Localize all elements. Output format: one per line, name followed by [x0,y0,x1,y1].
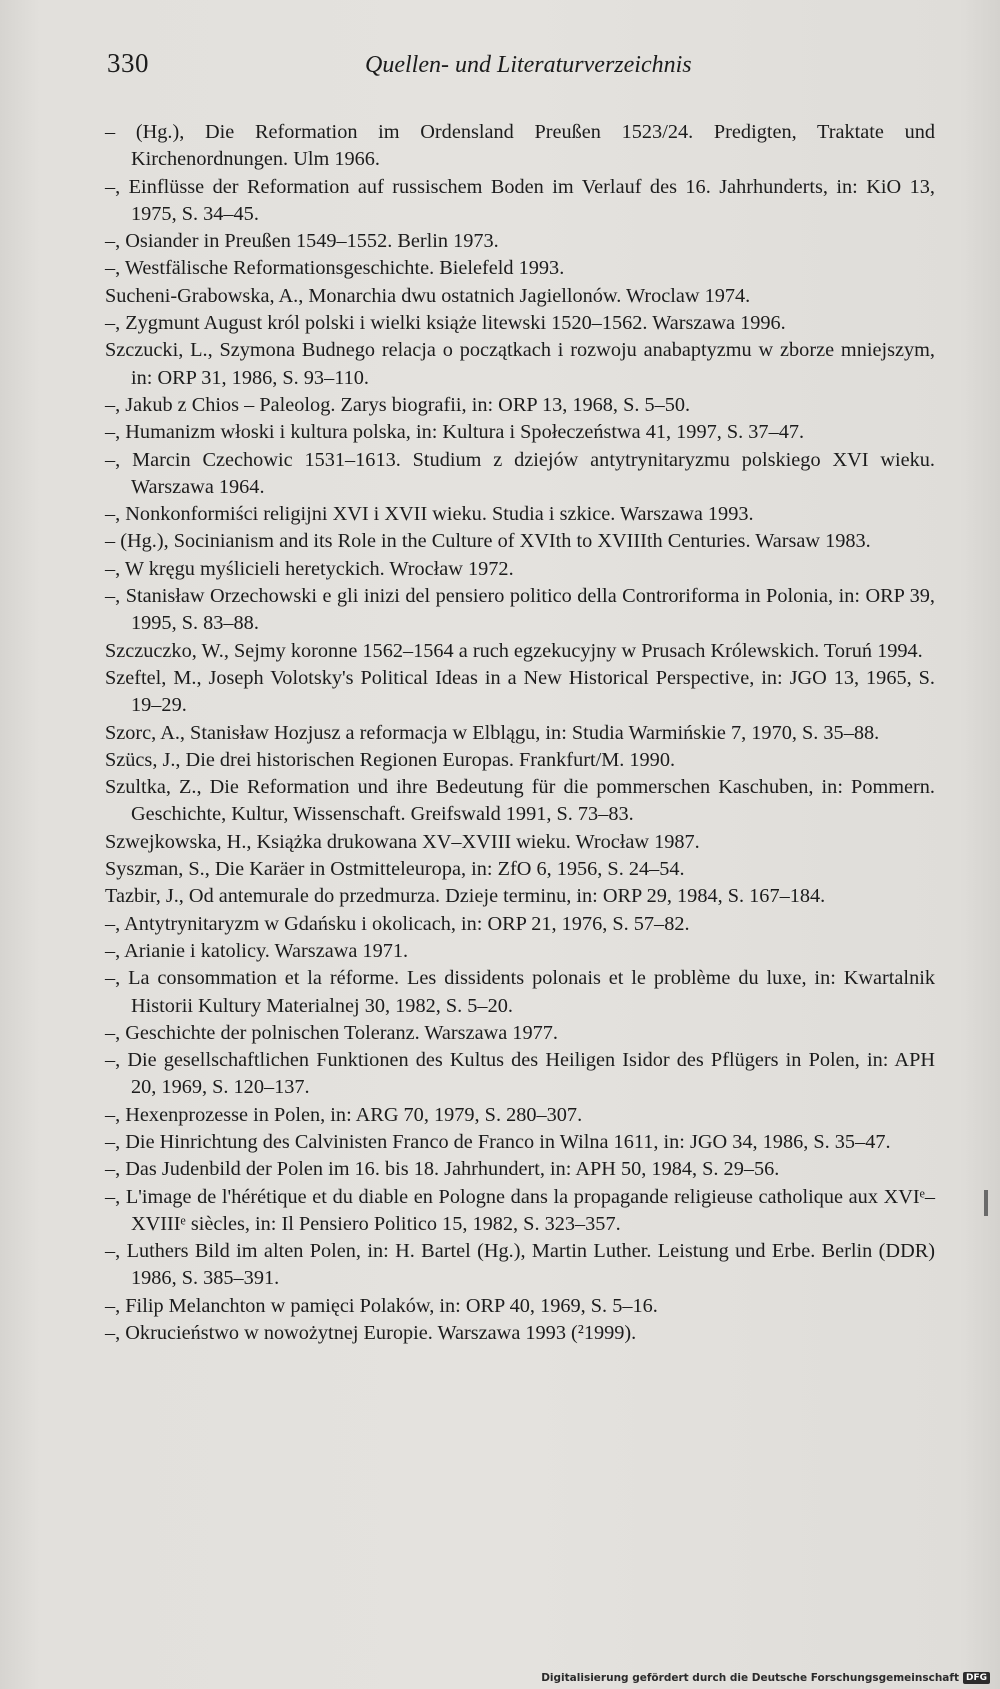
bibliography-entry: –, Die gesellschaftlichen Funktionen des Kultus des Heiligen Isidor des Pflügers in Polen, in: APH 20, 1969, S. 120–137. [105,1049,935,1099]
bibliography-entry: Syszman, S., Die Karäer in Ostmitteleuropa, in: ZfO 6, 1956, S. 24–54. [105,858,685,881]
bibliography-entry: –, Humanizm włoski i kultura polska, in: Kultura i Społeczeństwa 41, 1997, S. 37–47. [105,421,805,444]
bibliography-entry: Szücs, J., Die drei historischen Regionen Europas. Frankfurt/M. 1990. [105,748,676,771]
dfg-logo: DFG [963,1672,990,1684]
page-header [107,48,692,88]
bibliography-entry: –, Einflüsse der Reformation auf russischem Boden im Verlauf des 16. Jahrhunderts, in: KiO 13, 1975, S. 34–45. [105,175,935,225]
bibliography-entry: – (Hg.), Die Reformation im Ordensland Preußen 1523/24. Predigten, Traktate und Kirchenordnungen. Ulm 1966. [105,121,935,171]
bibliography-entry: Szczuczko, W., Sejmy koronne 1562–1564 a ruch egzekucyjny w Prusach Królewskich. Toruń 1994. [105,639,923,662]
bibliography-entry: –, Antytrynitaryzm w Gdańsku i okolicach, in: ORP 21, 1976, S. 57–82. [105,912,690,935]
bibliography-entry: –, Okrucieństwo w nowożytnej Europie. Warszawa 1993 (²1999). [105,1322,637,1345]
bibliography-entry: –, La consommation et la réforme. Les dissidents polonais et le problème du luxe, in: Kwartalnik Historii Kultury Materialnej 30, 1982, S. 5–20. [105,967,935,1017]
bibliography-entry: –, Die Hinrichtung des Calvinisten Franco de Franco in Wilna 1611, in: JGO 34, 1986, S. 35–47. [105,1130,891,1153]
bibliography-entry: Szczucki, L., Szymona Budnego relacja o początkach i rozwoju anabaptyzmu w zborze mniejszym, in: ORP 31, 1986, S. 93–110. [105,339,935,389]
bibliography-entry: –, Zygmunt August król polski i wielki książe litewski 1520–1562. Warszawa 1996. [105,312,786,335]
bibliography-entry: Szwejkowska, H., Książka drukowana XV–XVIII wieku. Wrocław 1987. [105,830,700,853]
bibliography-entry: –, W kręgu myślicieli heretyckich. Wrocław 1972. [105,557,514,580]
bibliography-entry: –, Luthers Bild im alten Polen, in: H. Bartel (Hg.), Martin Luther. Leistung und Erbe. Berlin (DDR) 1986, S. 385–391. [105,1240,935,1290]
bibliography-entry: Sucheni-Grabowska, A., Monarchia dwu ostatnich Jagiellonów. Wroclaw 1974. [105,284,751,307]
bibliography-entry: –, Marcin Czechowic 1531–1613. Studium z dziejów antytrynitaryzmu polskiego XVI wieku. Warszawa 1964. [105,448,935,498]
bibliography-entry: –, Filip Melanchton w pamięci Polaków, in: ORP 40, 1969, S. 5–16. [105,1294,658,1317]
bibliography-entry: Szultka, Z., Die Reformation und ihre Bedeutung für die pommerschen Kaschuben, in: Pommern. Geschichte, Kultur, Wissenschaft. Greifswald 1991, S. 73–83. [105,776,935,826]
bibliography-entry: –, Geschichte der polnischen Toleranz. Warszawa 1977. [105,1021,558,1044]
bibliography-entry: Szeftel, M., Joseph Volotsky's Political Ideas in a New Historical Perspective, in: JGO 13, 1965, S. 19–29. [105,666,935,717]
bibliography-entry: – (Hg.), Socinianism and its Role in the Culture of XVIth to XVIIIth Centuries. Warsaw 1983. [105,530,871,553]
running-head: Quellen- und Literaturverzeichnis [365,52,692,78]
bibliography-entry: –, L'image de l'hérétique et du diable en Pologne dans la propagande religieuse catholique aux XVIᵉ–XVIIIᵉ siècles, in: Il Pensiero Politico 15, 1982, S. 323–357. [105,1185,935,1235]
bibliography-entry: –, Hexenprozesse in Polen, in: ARG 70, 1979, S. 280–307. [105,1103,583,1126]
bibliography-entry: –, Jakub z Chios – Paleolog. Zarys biografii, in: ORP 13, 1968, S. 5–50. [105,393,691,416]
bibliography-entry: –, Nonkonformiści religijni XVI i XVII wieku. Studia i szkice. Warszawa 1993. [105,503,754,526]
bibliography-entry: –, Stanisław Orzechowski e gli inizi del pensiero politico della Controriforma in Polonia, in: ORP 39, 1995, S. 83–88. [105,585,935,635]
bibliography-entry: –, Osiander in Preußen 1549–1552. Berlin 1973. [105,230,499,253]
bibliography-list [105,119,935,1347]
bibliography-entry: Szorc, A., Stanisław Hozjusz a reformacja w Elblągu, in: Studia Warmińskie 7, 1970, S. 35–88. [105,721,880,744]
page-edge-mark [984,1190,988,1216]
digitization-credit [541,1672,990,1684]
bibliography-entry: –, Westfälische Reformationsgeschichte. Bielefeld 1993. [105,257,565,280]
page-number: 330 [107,48,149,78]
credit-text: Digitalisierung gefördert durch die Deutsche Forschungsgemeinschaft [541,1672,959,1684]
bibliography-entry: –, Das Judenbild der Polen im 16. bis 18. Jahrhundert, in: APH 50, 1984, S. 29–56. [105,1158,780,1181]
bibliography-entry: Tazbir, J., Od antemurale do przedmurza. Dzieje terminu, in: ORP 29, 1984, S. 167–184. [105,885,826,908]
bibliography-entry: –, Arianie i katolicy. Warszawa 1971. [105,939,409,962]
